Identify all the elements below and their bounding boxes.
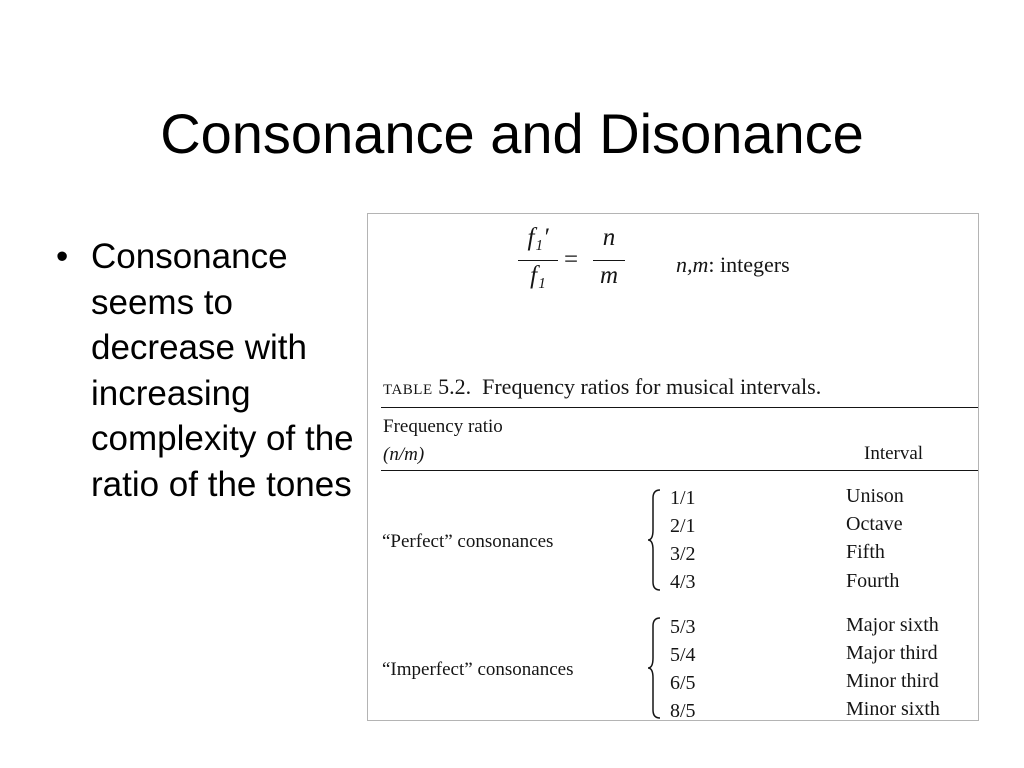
ratio-cell: 8/5 [670,700,696,721]
brace-perfect [647,488,663,592]
variable-description: : integers [708,252,790,277]
header-n-over-m: (n/m) [383,444,425,465]
brace-imperfect [647,616,663,720]
ratio-cell: 2/1 [670,515,696,537]
ratio-cell: 6/5 [670,672,696,694]
interval-cell: Fourth [846,570,900,592]
interval-cell: Major third [846,642,938,664]
ratio-cell: 1/1 [670,487,696,509]
interval-cell: Fifth [846,541,885,563]
ratio-cell: 5/4 [670,644,696,666]
group-label-imperfect: “Imperfect” consonances [382,659,574,680]
lhs-numerator: f₁′ [527,224,549,251]
interval-cell: Octave [846,513,903,535]
ratio-cell: 4/3 [670,571,696,593]
header-frequency-ratio: Frequency ratio [383,416,503,437]
rhs-numerator: n [602,224,616,251]
caption-prefix: TABLE [383,382,433,398]
interval-cell: Minor third [846,670,939,692]
interval-cell: Minor sixth [846,698,940,720]
ratio-cell: 5/3 [670,616,696,638]
slide-title: Consonance and Disonance [160,102,864,165]
header-interval: Interval [864,443,924,464]
ratio-cell: 3/2 [670,543,696,565]
interval-cell: Unison [846,485,904,507]
fraction-bar [593,260,625,261]
bullet-dot: • [56,237,69,276]
rhs-fraction [593,224,625,304]
caption-text: Frequency ratios for musical intervals. [482,374,822,399]
bullet-text: Consonance seems to decrease with increasing complexity of the ratio of the tones [91,237,354,504]
variable-names: n,m [676,252,709,277]
fraction-bar [518,260,558,261]
equals-sign: = [564,246,579,273]
table-figure [367,213,979,721]
caption-number: 5.2. [438,374,472,399]
table-top-rule [381,407,979,408]
frequency-ratio-equation [518,224,848,304]
rhs-denominator: m [599,262,619,289]
table-caption [383,374,821,400]
lhs-denominator: f₁ [530,262,546,289]
interval-cell: Major sixth [846,614,939,636]
table-header-rule [381,470,979,471]
lhs-fraction [518,224,558,304]
equation-variables [676,252,790,278]
group-label-perfect: “Perfect” consonances [382,531,554,552]
